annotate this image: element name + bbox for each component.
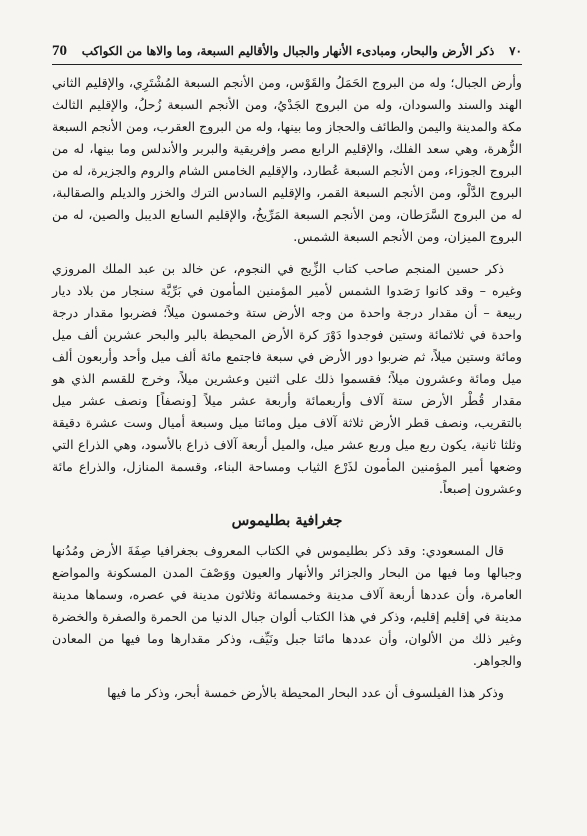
page-number-arabic: ٧٠ xyxy=(509,44,522,58)
running-title: ذكر الأرض والبحار، ومبادىء الأنهار والجبال والأقاليم السبعة، وما والاها من الكواكب xyxy=(81,44,495,58)
paragraph-climates: وأرض الجبال؛ وله من البروج الحَمَلُ والقَوْس، ومن الأنجم السبعة المُشْتَرِي، والإقليم الثاني الهند والسند والسودان، وله من البروج الجَدْيُ، ومن الأنجم السبعة زُحلُ، والإقليم الثالث مكة والمدينة واليمن والطائف والحجاز وما بينها، وله من البروج العقرب، ومن الأنجم السبعة الزُّهرة، وهي سعد الفلك، والإقليم الرابع مصر وإفريقية والبربر والأندلس وما بينها، له من البروج الجوزاء، ومن الأنجم السبعة عُطارد، والإقليم الخامس الشام والروم والجزيرة، له من البروج الدَّلْو، ومن الأنجم السبعة القمر، والإقليم السادس الترك والخزر والديلم والصقالبة، له من البروج السَّرَطان، ومن الأنجم السبعة المَرِّيخُ، والإقليم السابع الديبل والصين، له من البروج الميزان، ومن الأنجم السبعة الشمس. xyxy=(52,75,522,244)
section-heading: جغرافية بطليموس xyxy=(231,512,343,529)
paragraph-earth-measurement: ذكر حسين المنجم صاحب كتاب الزِّيج في النجوم، عن خالد بن عبد الملك المروزي وغيره – وقد كانوا رَصَدوا الشمس لأمير المؤمنين المأمون في بَرِّيَّة سنجار من بلاد ديار ربيعة – أن مقدار درجة واحدة من وجه الأرض ستة وخمسون ميلاً؛ فضربوا مقدار درجة واحدة في ثلاثمائة وستين فوجدوا دَوْرَ كرة الأرض المحيطة بالبر والبحر عشرين ألف ميل ومائة وستين ميلاً، ثم ضربوا دور الأرض في سبعة فاجتمع مائة ألف ميل وأحد وأربعون ألف ميل ومائة وعشرون ميلاً؛ فقسموا ذلك على اثنين وعشرين ميلاً، وخرج للقسم الذي هو مقدار قُطْر الأرض ستة آلاف وأربعمائة وأربعة عشر ميلاً [ونصفاً] ونصف عشر ميل بالتقريب، ونصف قطر الأرض ثلاثة آلاف ميل ومائتا ميل وسبعة أميال وست عشرة دقيقة وثلثا ثانية، يكون ربع ميل وربع عشر ميل، والميل أربعة آلاف ذراع بالأسود، وهي الذراع التي وضعها أمير المؤمنين المأمون لذَرْع الثياب ومساحة البناء، وقسمة المنازل، والذراع مائة وعشرون إصبعاً. xyxy=(52,261,522,496)
page-number-latin: 70 xyxy=(52,42,67,59)
paragraph-ptolemy-geography: قال المسعودي: وقد ذكر بطليموس في الكتاب المعروف بجغرافيا صِفَةَ الأرض ومُدُنها وجبالها وما فيها من البحار والجزائر والأنهار والعيون ووَصْفَ المدن المسكونة والمواضع العامرة، وأن عددها أربعة آلاف مدينة وخمسمائة وثلاثون مدينة في عصره، وسماها مدينة مدينة في إقليم إقليم، وذكر في هذا الكتاب ألوان جبال الدنيا من الحمرة والصفرة والخضرة وغير ذلك من الألوان، وأن عددها مائتا جبل ونَيِّف، وذكر مقدارها وما فيها من المعادن والجواهر. xyxy=(52,543,522,668)
page-header xyxy=(52,40,522,62)
paragraph-seas: وذكر هذا الفيلسوف أن عدد البحار المحيطة بالأرض خمسة أبحر، وذكر ما فيها xyxy=(107,685,504,700)
page-body xyxy=(52,72,522,714)
header-rule xyxy=(52,64,522,65)
